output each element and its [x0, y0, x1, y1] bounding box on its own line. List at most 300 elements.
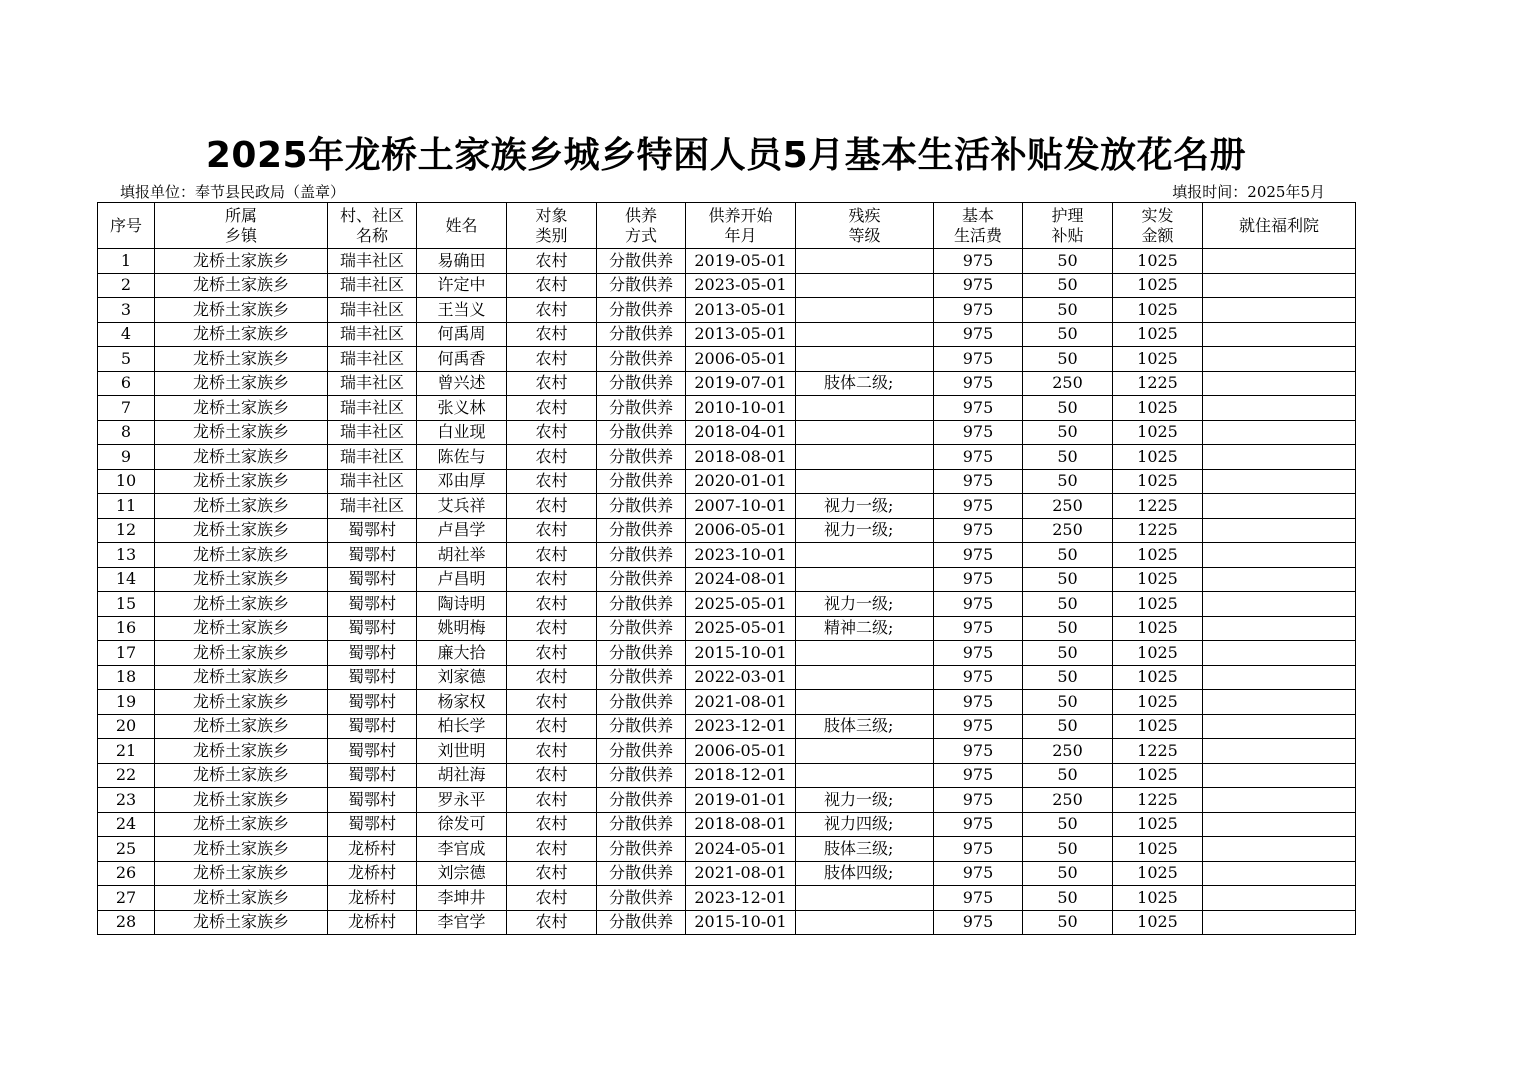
cell-living-allowance: 975 — [934, 739, 1023, 764]
cell-village: 瑞丰社区 — [328, 347, 417, 372]
cell-care-subsidy: 50 — [1023, 445, 1113, 470]
cell-welfare-home — [1203, 763, 1356, 788]
cell-actual-amount: 1025 — [1113, 347, 1203, 372]
header-actual-amount-line: 金额 — [1141, 225, 1174, 245]
cell-living-allowance: 975 — [934, 665, 1023, 690]
header-living-allowance-line: 基本 — [961, 205, 994, 225]
cell-actual-amount: 1025 — [1113, 641, 1203, 666]
cell-start-date: 2006-05-01 — [686, 518, 796, 543]
cell-actual-amount: 1025 — [1113, 543, 1203, 568]
cell-category: 农村 — [507, 445, 597, 470]
cell-support-mode: 分散供养 — [597, 494, 686, 519]
cell-care-subsidy: 50 — [1023, 641, 1113, 666]
cell-village: 瑞丰社区 — [328, 322, 417, 347]
cell-category: 农村 — [507, 763, 597, 788]
cell-start-date: 2015-10-01 — [686, 910, 796, 935]
cell-township: 龙桥土家族乡 — [155, 347, 328, 372]
cell-start-date: 2023-12-01 — [686, 714, 796, 739]
table-row — [98, 616, 1356, 641]
cell-disability: 视力一级; — [796, 788, 934, 813]
cell-name: 杨家权 — [417, 690, 507, 715]
cell-start-date: 2019-05-01 — [686, 249, 796, 274]
cell-name: 易确田 — [417, 249, 507, 274]
cell-name: 徐发可 — [417, 812, 507, 837]
cell-township: 龙桥土家族乡 — [155, 665, 328, 690]
table-body — [98, 249, 1356, 935]
cell-welfare-home — [1203, 690, 1356, 715]
cell-index: 18 — [98, 665, 155, 690]
table-row — [98, 322, 1356, 347]
table-row — [98, 273, 1356, 298]
cell-index: 5 — [98, 347, 155, 372]
cell-village: 龙桥村 — [328, 910, 417, 935]
cell-living-allowance: 975 — [934, 886, 1023, 911]
cell-care-subsidy: 50 — [1023, 347, 1113, 372]
table-row — [98, 518, 1356, 543]
cell-disability: 视力一级; — [796, 494, 934, 519]
cell-category: 农村 — [507, 249, 597, 274]
cell-support-mode: 分散供养 — [597, 396, 686, 421]
cell-living-allowance: 975 — [934, 812, 1023, 837]
cell-township: 龙桥土家族乡 — [155, 739, 328, 764]
table-row — [98, 396, 1356, 421]
cell-disability — [796, 543, 934, 568]
table-row — [98, 420, 1356, 445]
cell-township: 龙桥土家族乡 — [155, 494, 328, 519]
cell-category: 农村 — [507, 837, 597, 862]
cell-actual-amount: 1025 — [1113, 298, 1203, 323]
cell-category: 农村 — [507, 298, 597, 323]
cell-name: 艾兵祥 — [417, 494, 507, 519]
cell-name: 张义林 — [417, 396, 507, 421]
cell-living-allowance: 975 — [934, 494, 1023, 519]
cell-actual-amount: 1025 — [1113, 249, 1203, 274]
cell-village: 瑞丰社区 — [328, 249, 417, 274]
cell-care-subsidy: 50 — [1023, 837, 1113, 862]
cell-start-date: 2018-04-01 — [686, 420, 796, 445]
cell-category: 农村 — [507, 567, 597, 592]
table-row — [98, 641, 1356, 666]
cell-name: 陈佐与 — [417, 445, 507, 470]
cell-name: 胡社海 — [417, 763, 507, 788]
table-row — [98, 567, 1356, 592]
cell-name: 白业现 — [417, 420, 507, 445]
cell-start-date: 2024-08-01 — [686, 567, 796, 592]
cell-name: 李坤井 — [417, 886, 507, 911]
cell-index: 22 — [98, 763, 155, 788]
cell-start-date: 2010-10-01 — [686, 396, 796, 421]
cell-category: 农村 — [507, 543, 597, 568]
cell-disability — [796, 886, 934, 911]
cell-village: 龙桥村 — [328, 886, 417, 911]
cell-actual-amount: 1225 — [1113, 494, 1203, 519]
cell-township: 龙桥土家族乡 — [155, 861, 328, 886]
cell-category: 农村 — [507, 273, 597, 298]
cell-village: 瑞丰社区 — [328, 445, 417, 470]
cell-disability: 视力一级; — [796, 518, 934, 543]
cell-township: 龙桥土家族乡 — [155, 249, 328, 274]
header-village-line: 名称 — [355, 225, 388, 245]
cell-actual-amount: 1025 — [1113, 812, 1203, 837]
cell-welfare-home — [1203, 665, 1356, 690]
cell-living-allowance: 975 — [934, 788, 1023, 813]
cell-start-date: 2025-05-01 — [686, 616, 796, 641]
cell-start-date: 2024-05-01 — [686, 837, 796, 862]
table-row — [98, 494, 1356, 519]
cell-index: 14 — [98, 567, 155, 592]
cell-care-subsidy: 50 — [1023, 322, 1113, 347]
cell-index: 16 — [98, 616, 155, 641]
cell-support-mode: 分散供养 — [597, 641, 686, 666]
reporting-unit: 填报单位：奉节县民政局（盖章） — [120, 183, 346, 201]
cell-support-mode: 分散供养 — [597, 273, 686, 298]
cell-actual-amount: 1025 — [1113, 322, 1203, 347]
cell-village: 瑞丰社区 — [328, 494, 417, 519]
cell-index: 21 — [98, 739, 155, 764]
roster-table — [97, 202, 1356, 935]
table-row — [98, 886, 1356, 911]
cell-support-mode: 分散供养 — [597, 469, 686, 494]
cell-category: 农村 — [507, 616, 597, 641]
cell-welfare-home — [1203, 739, 1356, 764]
cell-index: 4 — [98, 322, 155, 347]
cell-index: 27 — [98, 886, 155, 911]
cell-index: 17 — [98, 641, 155, 666]
cell-name: 何禹周 — [417, 322, 507, 347]
cell-support-mode: 分散供养 — [597, 714, 686, 739]
cell-index: 25 — [98, 837, 155, 862]
cell-living-allowance: 975 — [934, 763, 1023, 788]
cell-welfare-home — [1203, 788, 1356, 813]
cell-start-date: 2019-07-01 — [686, 371, 796, 396]
cell-category: 农村 — [507, 494, 597, 519]
cell-care-subsidy: 50 — [1023, 420, 1113, 445]
cell-actual-amount: 1025 — [1113, 445, 1203, 470]
cell-township: 龙桥土家族乡 — [155, 592, 328, 617]
cell-actual-amount: 1225 — [1113, 739, 1203, 764]
header-support-mode-line: 供养 — [624, 205, 657, 225]
cell-disability: 视力四级; — [796, 812, 934, 837]
reporting-date: 填报时间：2025年5月 — [1172, 183, 1325, 201]
cell-welfare-home — [1203, 469, 1356, 494]
header-category — [507, 203, 597, 249]
document-title: 2025年龙桥土家族乡城乡特困人员5月基本生活补贴发放花名册 — [205, 135, 1247, 176]
cell-support-mode: 分散供养 — [597, 543, 686, 568]
cell-support-mode: 分散供养 — [597, 567, 686, 592]
cell-category: 农村 — [507, 812, 597, 837]
cell-care-subsidy: 50 — [1023, 298, 1113, 323]
cell-start-date: 2006-05-01 — [686, 347, 796, 372]
header-actual-amount — [1113, 203, 1203, 249]
cell-support-mode: 分散供养 — [597, 837, 686, 862]
cell-living-allowance: 975 — [934, 273, 1023, 298]
cell-care-subsidy: 50 — [1023, 910, 1113, 935]
cell-start-date: 2025-05-01 — [686, 592, 796, 617]
cell-living-allowance: 975 — [934, 543, 1023, 568]
cell-index: 3 — [98, 298, 155, 323]
cell-township: 龙桥土家族乡 — [155, 371, 328, 396]
cell-disability: 肢体二级; — [796, 371, 934, 396]
cell-welfare-home — [1203, 249, 1356, 274]
cell-actual-amount: 1025 — [1113, 886, 1203, 911]
header-disability-line: 残疾 — [848, 205, 881, 225]
cell-disability — [796, 322, 934, 347]
cell-category: 农村 — [507, 641, 597, 666]
cell-disability: 肢体三级; — [796, 837, 934, 862]
table-row — [98, 249, 1356, 274]
cell-name: 邓由厚 — [417, 469, 507, 494]
cell-start-date: 2018-08-01 — [686, 445, 796, 470]
cell-disability: 肢体四级; — [796, 861, 934, 886]
table-row — [98, 298, 1356, 323]
cell-disability — [796, 910, 934, 935]
table-row — [98, 739, 1356, 764]
cell-name: 李官学 — [417, 910, 507, 935]
cell-name: 刘家德 — [417, 665, 507, 690]
cell-living-allowance: 975 — [934, 690, 1023, 715]
cell-care-subsidy: 50 — [1023, 690, 1113, 715]
cell-township: 龙桥土家族乡 — [155, 445, 328, 470]
cell-village: 蜀鄂村 — [328, 543, 417, 568]
cell-disability: 精神二级; — [796, 616, 934, 641]
table-row — [98, 347, 1356, 372]
cell-index: 12 — [98, 518, 155, 543]
cell-welfare-home — [1203, 371, 1356, 396]
cell-living-allowance: 975 — [934, 469, 1023, 494]
cell-support-mode: 分散供养 — [597, 420, 686, 445]
cell-welfare-home — [1203, 616, 1356, 641]
cell-care-subsidy: 50 — [1023, 567, 1113, 592]
cell-welfare-home — [1203, 543, 1356, 568]
cell-township: 龙桥土家族乡 — [155, 690, 328, 715]
cell-village: 蜀鄂村 — [328, 518, 417, 543]
header-start-date-line: 供养开始 — [708, 205, 773, 225]
header-support-mode — [597, 203, 686, 249]
cell-welfare-home — [1203, 322, 1356, 347]
cell-village: 蜀鄂村 — [328, 788, 417, 813]
cell-support-mode: 分散供养 — [597, 910, 686, 935]
header-category-line: 类别 — [535, 225, 568, 245]
cell-village: 龙桥村 — [328, 837, 417, 862]
cell-actual-amount: 1225 — [1113, 518, 1203, 543]
cell-village: 瑞丰社区 — [328, 469, 417, 494]
cell-care-subsidy: 50 — [1023, 886, 1113, 911]
header-name-line: 姓名 — [445, 215, 478, 235]
header-welfare-home-line: 就住福利院 — [1238, 215, 1319, 235]
header-village — [328, 203, 417, 249]
cell-township: 龙桥土家族乡 — [155, 543, 328, 568]
cell-category: 农村 — [507, 592, 597, 617]
cell-care-subsidy: 50 — [1023, 249, 1113, 274]
table-row — [98, 371, 1356, 396]
cell-village: 蜀鄂村 — [328, 592, 417, 617]
cell-start-date: 2021-08-01 — [686, 690, 796, 715]
cell-category: 农村 — [507, 665, 597, 690]
cell-welfare-home — [1203, 298, 1356, 323]
cell-care-subsidy: 250 — [1023, 371, 1113, 396]
cell-actual-amount: 1225 — [1113, 788, 1203, 813]
cell-index: 23 — [98, 788, 155, 813]
cell-township: 龙桥土家族乡 — [155, 812, 328, 837]
cell-support-mode: 分散供养 — [597, 616, 686, 641]
cell-actual-amount: 1025 — [1113, 420, 1203, 445]
cell-living-allowance: 975 — [934, 371, 1023, 396]
cell-village: 瑞丰社区 — [328, 273, 417, 298]
cell-village: 瑞丰社区 — [328, 371, 417, 396]
cell-support-mode: 分散供养 — [597, 249, 686, 274]
cell-welfare-home — [1203, 837, 1356, 862]
cell-index: 28 — [98, 910, 155, 935]
cell-actual-amount: 1025 — [1113, 665, 1203, 690]
cell-disability — [796, 641, 934, 666]
cell-actual-amount: 1025 — [1113, 616, 1203, 641]
cell-start-date: 2023-10-01 — [686, 543, 796, 568]
cell-township: 龙桥土家族乡 — [155, 273, 328, 298]
cell-support-mode: 分散供养 — [597, 592, 686, 617]
table-row — [98, 837, 1356, 862]
table-row — [98, 714, 1356, 739]
header-start-date — [686, 203, 796, 249]
header-township-line: 所属 — [224, 205, 257, 225]
header-index — [98, 203, 155, 249]
cell-index: 15 — [98, 592, 155, 617]
cell-care-subsidy: 250 — [1023, 518, 1113, 543]
cell-living-allowance: 975 — [934, 249, 1023, 274]
cell-actual-amount: 1025 — [1113, 690, 1203, 715]
cell-care-subsidy: 50 — [1023, 469, 1113, 494]
cell-name: 何禹香 — [417, 347, 507, 372]
cell-support-mode: 分散供养 — [597, 518, 686, 543]
header-care-subsidy — [1023, 203, 1113, 249]
cell-living-allowance: 975 — [934, 445, 1023, 470]
cell-actual-amount: 1025 — [1113, 396, 1203, 421]
cell-actual-amount: 1025 — [1113, 763, 1203, 788]
cell-index: 8 — [98, 420, 155, 445]
cell-support-mode: 分散供养 — [597, 298, 686, 323]
cell-township: 龙桥土家族乡 — [155, 616, 328, 641]
cell-care-subsidy: 50 — [1023, 273, 1113, 298]
cell-support-mode: 分散供养 — [597, 665, 686, 690]
cell-village: 蜀鄂村 — [328, 641, 417, 666]
cell-living-allowance: 975 — [934, 396, 1023, 421]
cell-care-subsidy: 50 — [1023, 714, 1113, 739]
cell-actual-amount: 1025 — [1113, 714, 1203, 739]
table-row — [98, 812, 1356, 837]
cell-disability: 视力一级; — [796, 592, 934, 617]
cell-living-allowance: 975 — [934, 567, 1023, 592]
cell-start-date: 2018-12-01 — [686, 763, 796, 788]
cell-category: 农村 — [507, 371, 597, 396]
cell-welfare-home — [1203, 567, 1356, 592]
cell-welfare-home — [1203, 641, 1356, 666]
cell-care-subsidy: 50 — [1023, 812, 1113, 837]
cell-welfare-home — [1203, 518, 1356, 543]
cell-support-mode: 分散供养 — [597, 690, 686, 715]
cell-care-subsidy: 250 — [1023, 494, 1113, 519]
header-living-allowance — [934, 203, 1023, 249]
cell-category: 农村 — [507, 714, 597, 739]
cell-actual-amount: 1225 — [1113, 371, 1203, 396]
cell-support-mode: 分散供养 — [597, 739, 686, 764]
cell-category: 农村 — [507, 396, 597, 421]
cell-category: 农村 — [507, 518, 597, 543]
table-row — [98, 788, 1356, 813]
cell-index: 10 — [98, 469, 155, 494]
cell-village: 蜀鄂村 — [328, 739, 417, 764]
cell-name: 卢昌学 — [417, 518, 507, 543]
cell-category: 农村 — [507, 910, 597, 935]
cell-support-mode: 分散供养 — [597, 886, 686, 911]
cell-welfare-home — [1203, 273, 1356, 298]
cell-index: 20 — [98, 714, 155, 739]
cell-disability: 肢体三级; — [796, 714, 934, 739]
cell-care-subsidy: 50 — [1023, 861, 1113, 886]
cell-index: 2 — [98, 273, 155, 298]
cell-village: 蜀鄂村 — [328, 763, 417, 788]
cell-care-subsidy: 250 — [1023, 788, 1113, 813]
cell-name: 刘宗德 — [417, 861, 507, 886]
cell-village: 蜀鄂村 — [328, 714, 417, 739]
cell-township: 龙桥土家族乡 — [155, 788, 328, 813]
cell-village: 蜀鄂村 — [328, 665, 417, 690]
header-actual-amount-line: 实发 — [1141, 205, 1174, 225]
cell-start-date: 2015-10-01 — [686, 641, 796, 666]
cell-index: 26 — [98, 861, 155, 886]
cell-start-date: 2006-05-01 — [686, 739, 796, 764]
cell-index: 7 — [98, 396, 155, 421]
cell-township: 龙桥土家族乡 — [155, 298, 328, 323]
cell-name: 姚明梅 — [417, 616, 507, 641]
cell-welfare-home — [1203, 445, 1356, 470]
header-disability-line: 等级 — [848, 225, 881, 245]
cell-village: 瑞丰社区 — [328, 420, 417, 445]
cell-care-subsidy: 50 — [1023, 665, 1113, 690]
cell-care-subsidy: 250 — [1023, 739, 1113, 764]
cell-living-allowance: 975 — [934, 322, 1023, 347]
cell-living-allowance: 975 — [934, 518, 1023, 543]
cell-category: 农村 — [507, 420, 597, 445]
header-living-allowance-line: 生活费 — [953, 225, 1002, 245]
cell-support-mode: 分散供养 — [597, 812, 686, 837]
cell-start-date: 2013-05-01 — [686, 322, 796, 347]
cell-welfare-home — [1203, 812, 1356, 837]
cell-welfare-home — [1203, 714, 1356, 739]
cell-name: 罗永平 — [417, 788, 507, 813]
cell-start-date: 2007-10-01 — [686, 494, 796, 519]
header-index-line: 序号 — [109, 215, 142, 235]
cell-living-allowance: 975 — [934, 861, 1023, 886]
cell-care-subsidy: 50 — [1023, 763, 1113, 788]
cell-disability — [796, 690, 934, 715]
cell-disability — [796, 469, 934, 494]
header-start-date-line: 年月 — [724, 225, 757, 245]
table-row — [98, 763, 1356, 788]
cell-start-date: 2018-08-01 — [686, 812, 796, 837]
cell-township: 龙桥土家族乡 — [155, 567, 328, 592]
table-row — [98, 543, 1356, 568]
cell-welfare-home — [1203, 396, 1356, 421]
cell-start-date: 2023-12-01 — [686, 886, 796, 911]
cell-name: 曾兴述 — [417, 371, 507, 396]
cell-category: 农村 — [507, 347, 597, 372]
cell-living-allowance: 975 — [934, 420, 1023, 445]
header-support-mode-line: 方式 — [624, 225, 657, 245]
cell-name: 胡社举 — [417, 543, 507, 568]
table-row — [98, 445, 1356, 470]
cell-village: 瑞丰社区 — [328, 396, 417, 421]
cell-living-allowance: 975 — [934, 714, 1023, 739]
cell-index: 9 — [98, 445, 155, 470]
